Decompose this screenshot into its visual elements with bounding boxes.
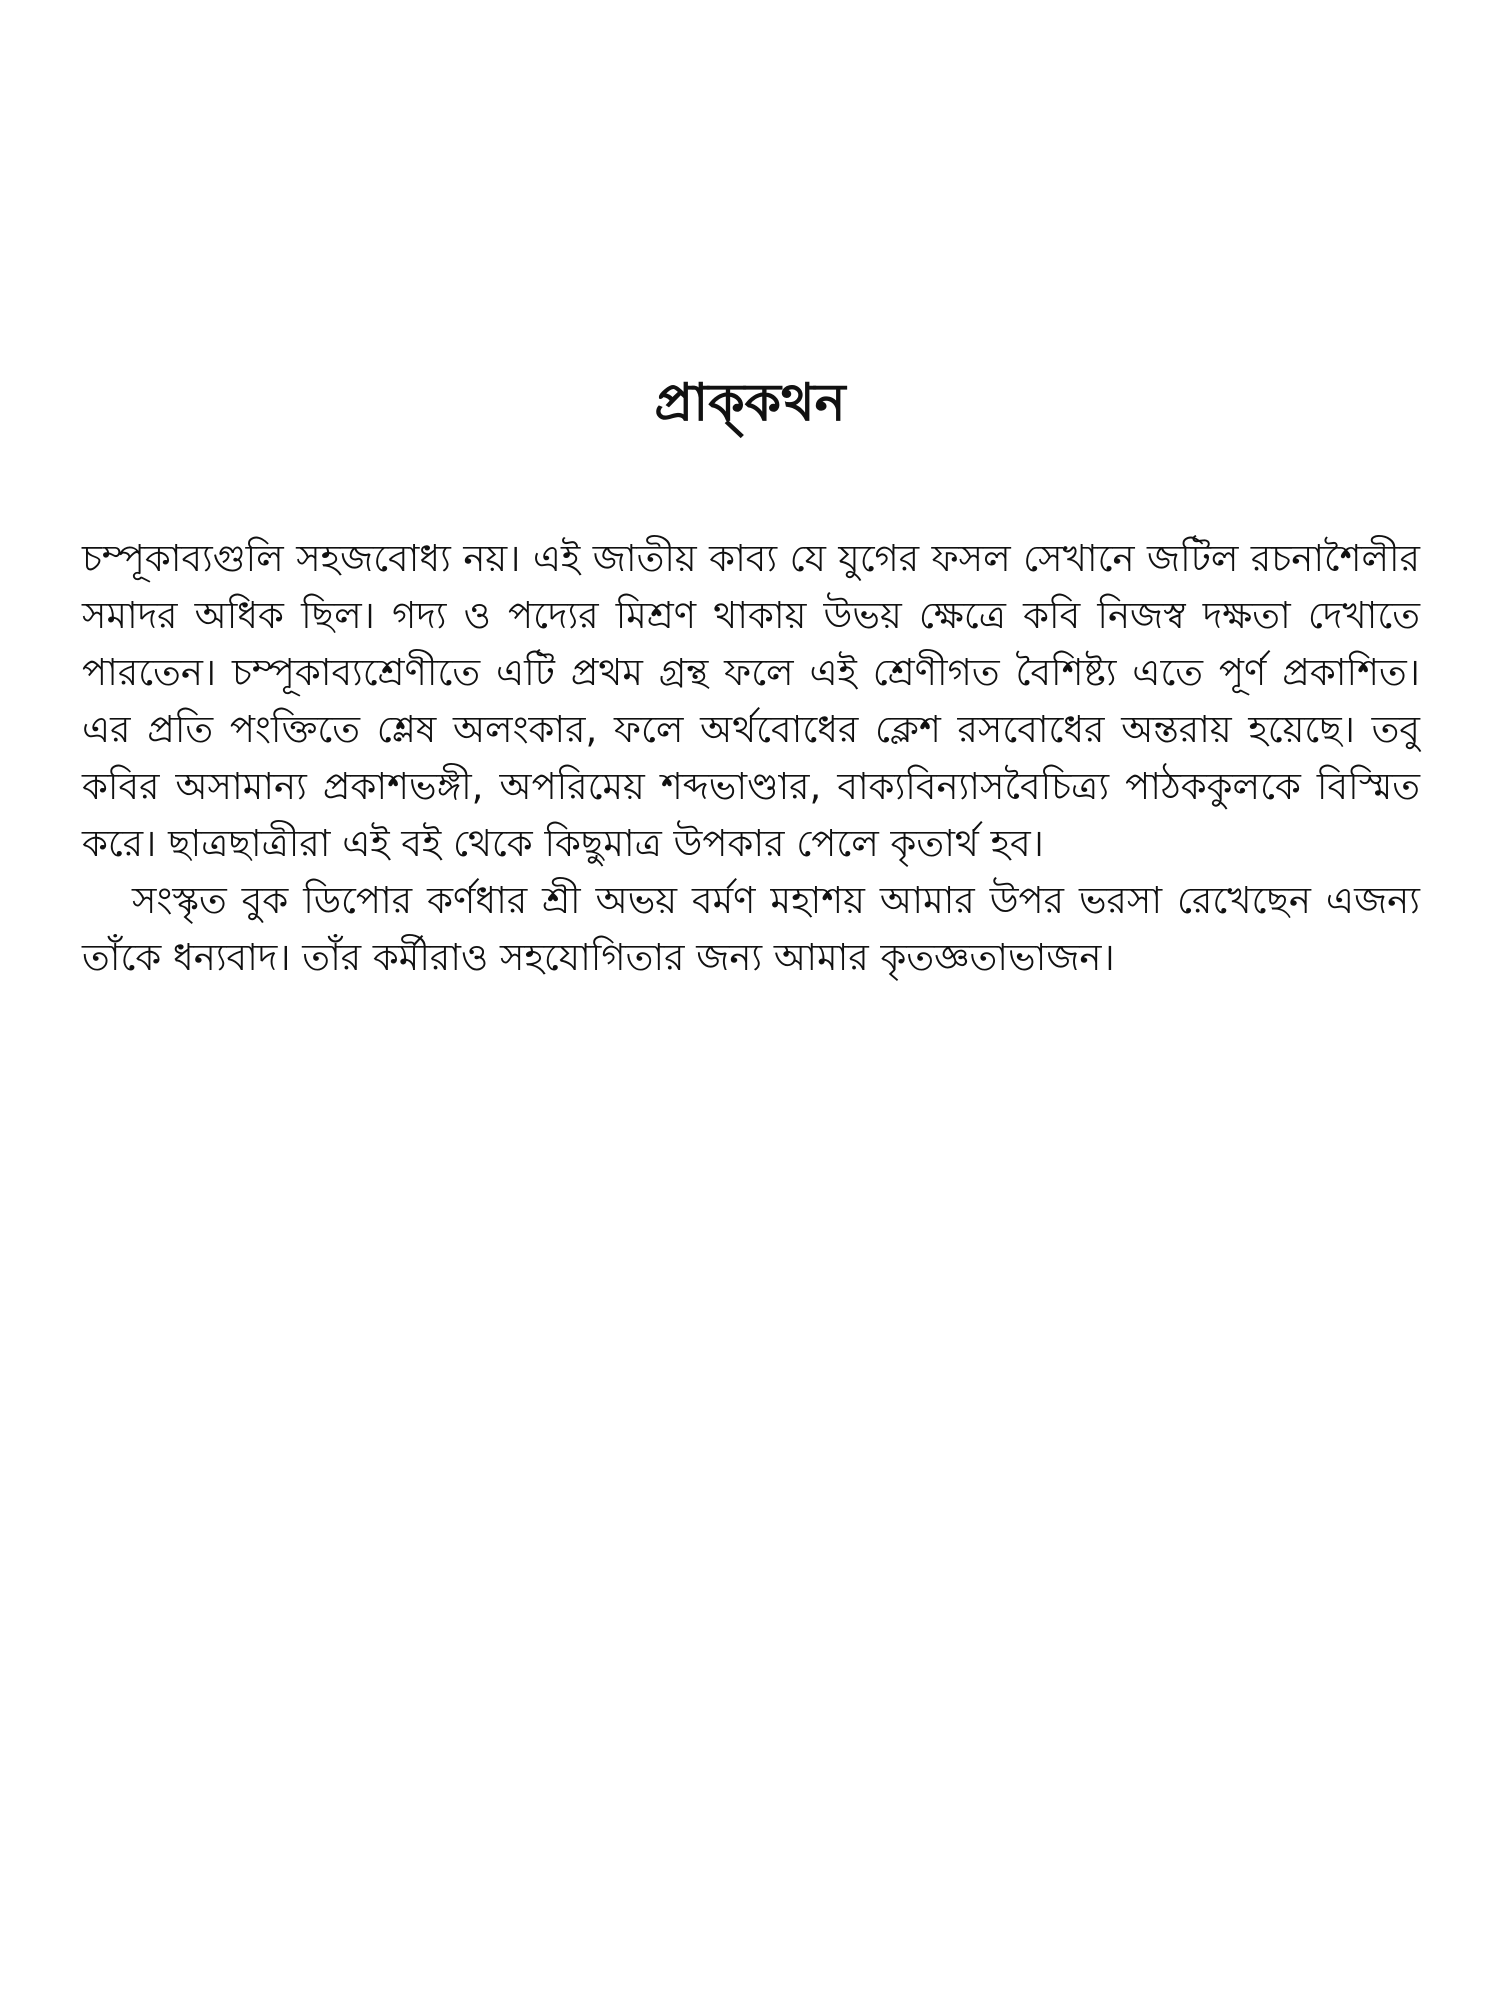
paragraph-2: সংস্কৃত বুক ডিপোর কর্ণধার শ্রী অভয় বর্মণ মহাশয় আমার উপর ভরসা রেখেছেন এজন্য তাঁকে ধন্যবাদ। তাঁর কর্মীরাও সহযোগিতার জন্য আমার কৃতজ্ঞতাভাজন। (82, 879, 1420, 979)
page-title: প্রাক্‌কথন (654, 373, 846, 433)
paragraph-1: চম্পূকাব্যগুলি সহজবোধ্য নয়। এই জাতীয় কাব্য যে যুগের ফসল সেখানে জটিল রচনাশৈলীর সমাদর অধিক ছিল। গদ্য ও পদ্যের মিশ্রণ থাকায় উভয় ক্ষেত্রে কবি নিজস্ব দক্ষতা দেখাতে পারতেন। চম্পূকাব্যশ্রেণীতে এটি প্রথম গ্রন্থ ফলে এই শ্রেণীগত বৈশিষ্ট্য এতে পূর্ণ প্রকাশিত। এর প্রতি পংক্তিতে শ্লেষ অলংকার, ফলে অর্থবোধের ক্লেশ রসবোধের অন্তরায় হয়েছে। তবু কবির অসামান্য প্রকাশভঙ্গী, অপরিমেয় শব্দভাণ্ডার, বাক্যবিন্যাসবৈচিত্র্য পাঠককুলকে বিস্মিত করে। ছাত্রছাত্রীরা এই বই থেকে কিছুমাত্র উপকার পেলে কৃতার্থ হব। (82, 537, 1420, 865)
body-text (82, 530, 1420, 986)
